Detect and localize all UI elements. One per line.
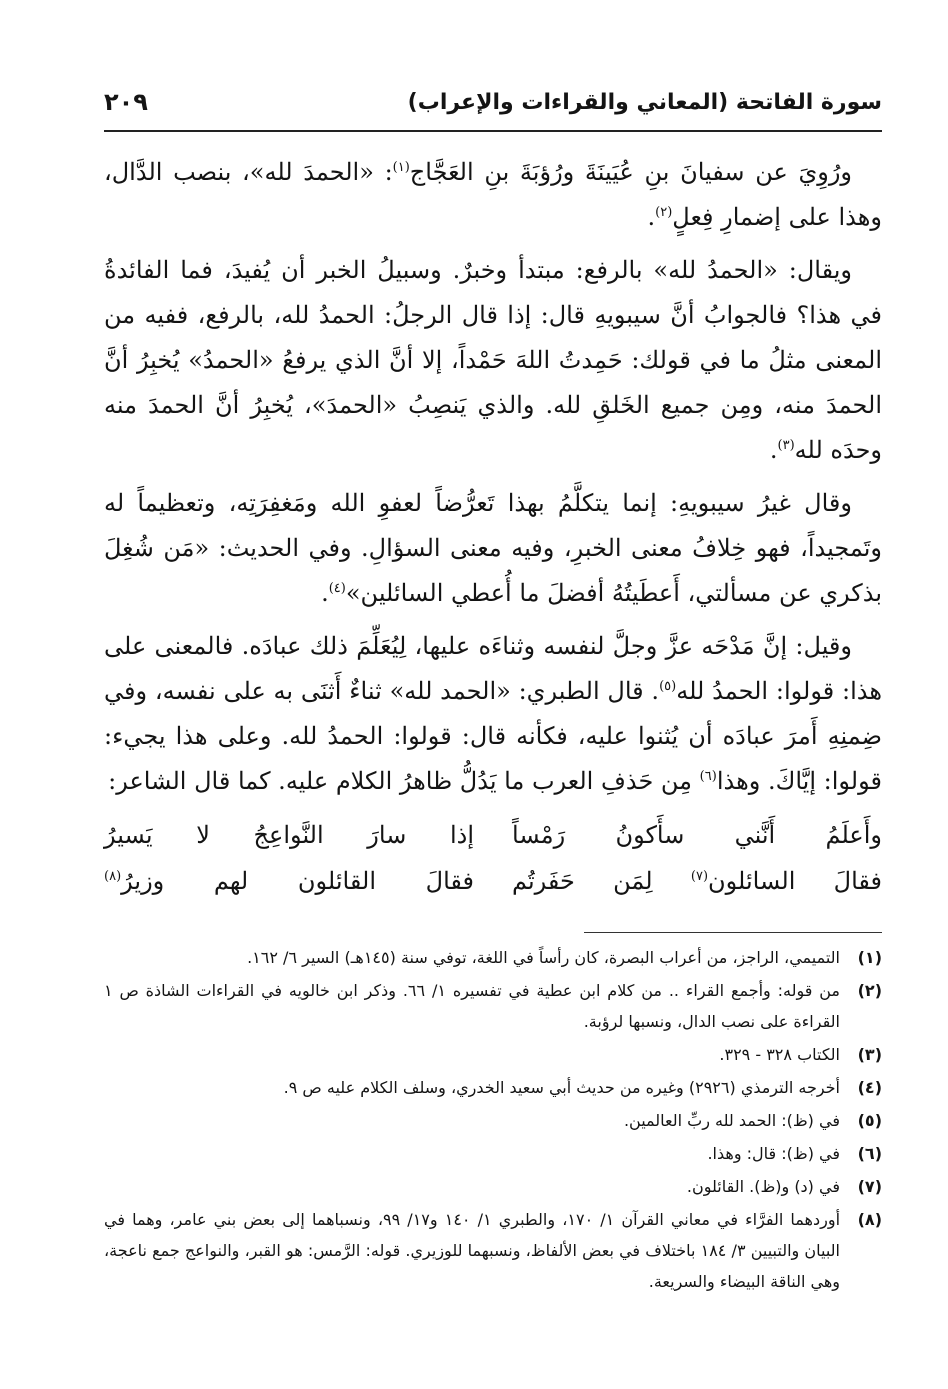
footnote-number: (٨): [857, 1210, 882, 1229]
verse-1-first-hemistich: وأَعلَمُ أَنَّني سأَكونُ رَمْساً: [512, 820, 882, 849]
verse-2-second-hemistich: [104, 859, 474, 904]
p1-text-b: : «الحمدَ لله»، بنصب الدَّال، وهذا على إضمارِ فِعلٍ: [104, 158, 882, 231]
paragraph-4: [104, 624, 882, 804]
footnote: [104, 1171, 882, 1202]
footnote-marker-4: (٤): [328, 581, 346, 596]
footnote: [104, 1204, 882, 1297]
footnote-text: التميمي، الراجز، من أعراب البصرة، كان رأساً في اللغة، توفي سنة (١٤٥هـ) السير ٦/ ١٦٢.: [247, 948, 840, 967]
footnote: [104, 975, 882, 1037]
main-text: [104, 150, 882, 904]
p4-text-a: وقيل: إنَّ مَدْحَه عزَّ وجلَّ لنفسه وثناءَه عليها، لِيُعَلِّمَ ذلك عبادَه. فالمعنى على هذا: قولوا: الحمدُ لله: [104, 632, 882, 705]
footnote: [104, 1039, 882, 1070]
p1-text-a: ورُوِيَ عن سفيانَ بنِ عُيَينَةَ ورُؤبَةَ بنِ العَجَّاج: [409, 158, 852, 186]
p1-text-c: .: [647, 203, 656, 231]
poem-verse-1: [104, 812, 882, 858]
running-header: [104, 86, 882, 126]
footnote-marker-1: (١): [392, 160, 410, 175]
footnote-number: (٤): [857, 1078, 882, 1097]
footnote-marker-2: (٢): [655, 205, 673, 220]
verse-1-second-hemistich: إذا سارَ النَّواعِجُ لا يَسيرُ: [104, 820, 474, 849]
footnote-text: أخرجه الترمذي (٢٩٢٦) وغيره من حديث أبي سعيد الخدري، وسلف الكلام عليه ص ٩.: [283, 1078, 840, 1097]
p3-text: وقال غيرُ سيبويهِ: إنما يتكلَّمُ بهذا تَعرُّضاً لعفوِ الله ومَغفِرَتِه، وتعظيماً له وتَمجيداً، فهو خِلافُ معنى الخبرِ، وفيه معنى السؤالِ. وفي الحديث: «مَن شُغِلَ بذكري عن مسألتي، أَعطَيتُهُ أفضلَ ما أُعطي السائلين»: [104, 489, 882, 607]
footnotes-rule: [584, 932, 882, 933]
footnote: [104, 942, 882, 973]
footnote-text: في (ظ): الحمد لله ربِّ العالمين.: [623, 1111, 840, 1130]
paragraph-3: [104, 481, 882, 616]
verse-2b-text: فقالَ القائلون لهم وزيرُ: [121, 866, 474, 895]
footnote-text: في (د) و(ظ). القائلون.: [686, 1177, 840, 1196]
verse-2a-text-a: فقالَ السائلون: [708, 866, 882, 895]
footnote-marker-6: (٦): [699, 769, 717, 784]
page-number: ٢٠٩: [104, 88, 148, 116]
footnotes: [104, 942, 882, 1299]
paragraph-1: [104, 150, 882, 240]
p4-text-c: مِن حَذفِ العرب ما يَدُلُّ ظاهرُ الكلام عليه. كما قال الشاعر:: [108, 767, 700, 795]
footnote-marker-7: (٧): [690, 868, 709, 884]
footnote: [104, 1105, 882, 1136]
p2-end: .: [769, 436, 778, 464]
footnote-marker-3: (٣): [777, 438, 795, 453]
poem-verse-2: [104, 858, 882, 904]
verse-2-first-hemistich: [512, 859, 882, 904]
footnote: [104, 1072, 882, 1103]
p4-text-b: . قال الطبري: «الحمد لله» ثناءٌ أَثنَى به على نفسه، وفي ضِمنِهِ أَمرَ عبادَه أن يُثنوا عليه، فكأنه قال: قولوا: الحمدُ لله. وعلى هذا يجيء: قولوا: إيَّاكَ. وهذا: [104, 677, 882, 795]
footnote-text: أوردهما الفرَّاء في معاني القرآن ١/ ١٧٠، والطبري ١/ ١٤٠ و١٧/ ٩٩، ونسباهما إلى بعض بني عامر، وهما في البيان والتبيين ٣/ ١٨٤ باختلاف في بعض الألفاظ، ونسبهما للوزيري. قوله: الرَّمس: هو القبر، والنواعج جمع ناعجة، وهي الناقة البيضاء والسريعة.: [104, 1210, 841, 1291]
footnote-number: (٣): [857, 1045, 882, 1064]
paragraph-2: [104, 248, 882, 473]
footnote-number: (٧): [857, 1177, 882, 1196]
footnote-marker-8: (٨): [104, 868, 122, 884]
p3-end: .: [321, 579, 329, 607]
footnote-marker-5: (٥): [659, 679, 677, 694]
footnote-text: الكتاب ٣٢٨ - ٣٢٩.: [719, 1045, 840, 1064]
poem: [104, 812, 882, 904]
footnote-number: (٥): [857, 1111, 882, 1130]
footnote: [104, 1138, 882, 1169]
footnote-text: من قوله: وأجمع القراء .. من كلام ابن عطية في تفسيره ١/ ٦٦. وذكر ابن خالويه في القراءات الشاذة ص ١ القراءة على نصب الدال، ونسبها لرؤبة.: [104, 981, 841, 1031]
footnote-number: (٢): [857, 981, 882, 1000]
footnote-number: (٦): [857, 1144, 882, 1163]
footnote-text: في (ظ): قال: وهذا.: [707, 1144, 840, 1163]
footnote-number: (١): [857, 948, 882, 967]
p2-text: ويقال: «الحمدُ لله» بالرفع: مبتدأ وخبرٌ. وسبيلُ الخبر أن يُفيدَ، فما الفائدةُ في هذا؟ فالجوابُ أنَّ سيبويهِ قال: إذا قال الرجلُ: الحمدُ لله، بالرفع، ففيه من المعنى مثلُ ما في قولك: حَمِدتُ اللهَ حَمْداً، إلا أنَّ الذي يرفعُ «الحمدُ» يُخبِرُ أنَّ الحمدَ منه، ومِن جميع الخَلقِ لله. والذي يَنصِبُ «الحمدَ»، يُخبِرُ أنَّ الحمدَ منه وحدَه لله: [104, 256, 882, 464]
verse-2a-text-b: لِمَن حَفَرتُم: [512, 866, 691, 895]
running-title: سورة الفاتحة (المعاني والقراءات والإعراب): [407, 90, 882, 115]
header-rule: [104, 130, 882, 132]
